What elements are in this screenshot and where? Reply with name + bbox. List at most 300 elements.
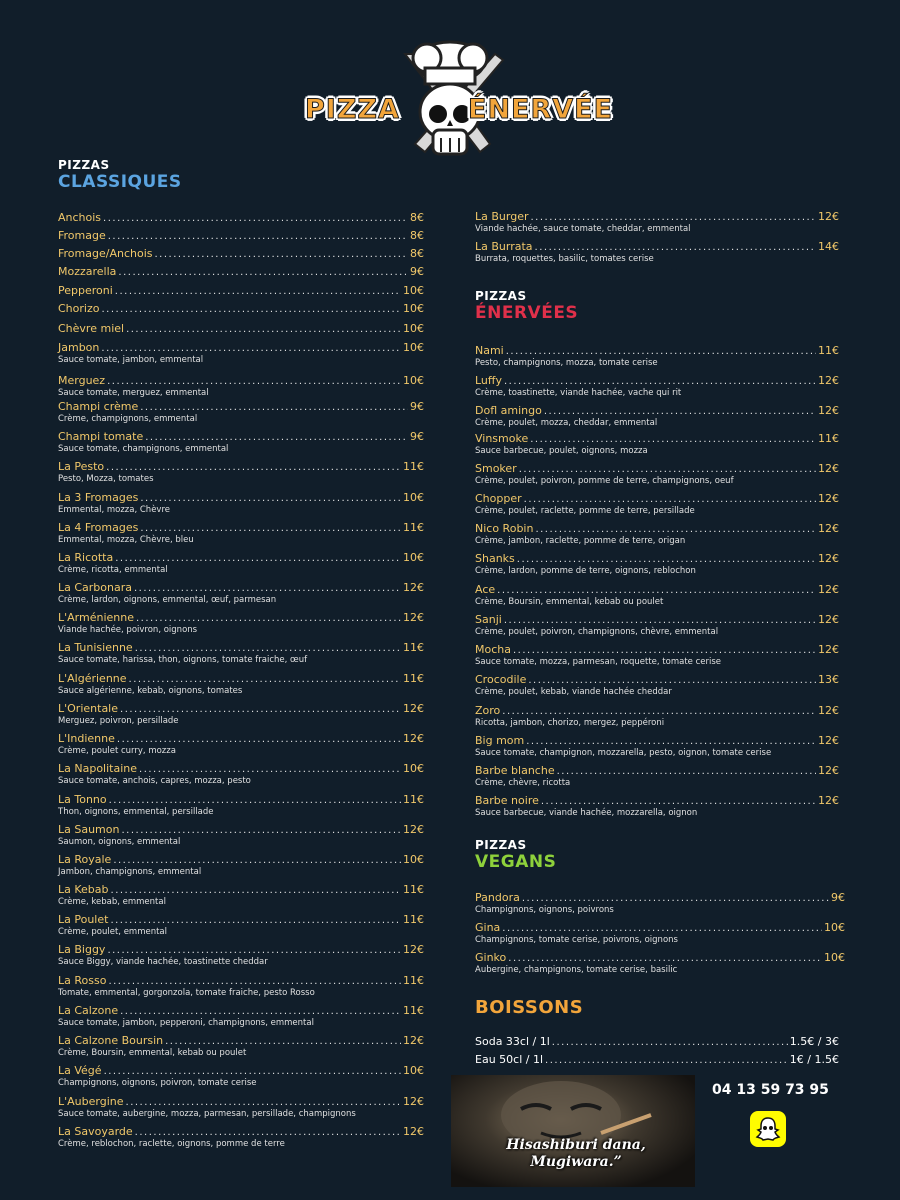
item-price: 12€ bbox=[403, 1125, 424, 1138]
item-description: Crème, Boursin, emmental, kebab ou poulet bbox=[475, 597, 664, 607]
menu-item-dofl-amingo bbox=[475, 404, 839, 428]
item-name: Anchois bbox=[58, 211, 102, 224]
item-price: 9€ bbox=[410, 400, 424, 413]
item-row bbox=[475, 522, 839, 536]
item-description: Saumon, oignons, emmental bbox=[58, 837, 181, 847]
banner-quote: Hisashiburi dana, Mugiwara.” bbox=[506, 1137, 646, 1170]
item-row bbox=[475, 704, 839, 718]
item-price: 12€ bbox=[818, 734, 839, 747]
dot-leader bbox=[140, 522, 401, 535]
item-description: Merguez, poivron, persillade bbox=[58, 716, 179, 726]
item-row bbox=[475, 462, 839, 476]
item-price: 12€ bbox=[403, 581, 424, 594]
menu-item-la-kebab bbox=[58, 883, 424, 907]
item-description: Tomate, emmental, gorgonzola, tomate fraiche, pesto Rosso bbox=[58, 988, 315, 998]
item-name: La Rosso bbox=[58, 974, 107, 987]
item-row bbox=[58, 460, 424, 474]
phone-number[interactable]: 04 13 59 73 95 bbox=[712, 1082, 829, 1098]
item-row bbox=[475, 552, 839, 566]
item-price: 11€ bbox=[403, 883, 424, 896]
item-price: 11€ bbox=[403, 672, 424, 685]
item-description: Sauce tomate, mozza, parmesan, roquette, tomate cerise bbox=[475, 657, 722, 667]
section-header-vegans bbox=[475, 838, 556, 872]
dot-leader bbox=[528, 674, 816, 687]
dot-leader bbox=[513, 644, 816, 657]
section-label: PIZZAS bbox=[475, 838, 527, 852]
item-price: 12€ bbox=[403, 1034, 424, 1047]
menu-item-la-saumon bbox=[58, 823, 424, 847]
item-name: La Burrata bbox=[475, 240, 533, 253]
item-name: Champi tomate bbox=[58, 430, 144, 443]
item-name: Dofl amingo bbox=[475, 404, 542, 417]
item-description: Sauce barbecue, viande hachée, mozzarella, oignon bbox=[475, 808, 698, 818]
item-row bbox=[58, 400, 424, 414]
item-description: Crème, kebab, emmental bbox=[58, 897, 166, 907]
menu-item-big-mom bbox=[475, 734, 839, 758]
section-title: BOISSONS bbox=[475, 997, 584, 1018]
dot-leader bbox=[117, 733, 401, 746]
menu-item-luffy bbox=[475, 374, 839, 398]
item-name: Shanks bbox=[475, 552, 515, 565]
section-label: PIZZAS bbox=[475, 289, 527, 303]
item-description: Emmental, mozza, Chèvre, bleu bbox=[58, 535, 194, 545]
menu-item-la-rosso bbox=[58, 974, 424, 998]
menu-item-la-napolitaine bbox=[58, 762, 424, 786]
dot-leader bbox=[522, 892, 829, 905]
item-row bbox=[58, 1034, 424, 1048]
item-description: Aubergine, champignons, tomate cerise, basilic bbox=[475, 965, 678, 975]
menu-item-anchois bbox=[58, 211, 424, 225]
item-row bbox=[58, 641, 424, 655]
dot-leader bbox=[107, 944, 401, 957]
item-price: 8€ bbox=[410, 229, 424, 242]
item-row bbox=[475, 764, 839, 778]
menu-item-pepperoni bbox=[58, 284, 424, 298]
section-title: CLASSIQUES bbox=[58, 172, 182, 192]
item-name: Nami bbox=[475, 344, 504, 357]
item-name: Merguez bbox=[58, 374, 106, 387]
menu-item-nami bbox=[475, 344, 839, 368]
menu-item-l-aubergine bbox=[58, 1095, 424, 1119]
item-price: 8€ bbox=[410, 211, 424, 224]
dot-leader bbox=[113, 854, 401, 867]
dot-leader bbox=[140, 492, 401, 505]
menu-item-la-savoyarde bbox=[58, 1125, 424, 1149]
dot-leader bbox=[541, 795, 816, 808]
menu-item-l-indienne bbox=[58, 732, 424, 756]
item-row bbox=[475, 1053, 839, 1067]
item-name: La 3 Fromages bbox=[58, 491, 139, 504]
menu-item-ace bbox=[475, 583, 839, 607]
item-row bbox=[475, 891, 845, 905]
menu-item-eau-50cl-1l bbox=[475, 1053, 839, 1067]
item-row bbox=[58, 211, 424, 225]
item-name: La 4 Fromages bbox=[58, 521, 139, 534]
item-name: La Tonno bbox=[58, 793, 107, 806]
item-name: La Calzone bbox=[58, 1004, 119, 1017]
dot-leader bbox=[502, 922, 822, 935]
item-description: Sauce tomate, jambon, emmental bbox=[58, 355, 204, 365]
item-price: 10€ bbox=[403, 853, 424, 866]
item-price: 10€ bbox=[403, 302, 424, 315]
dot-leader bbox=[135, 1126, 401, 1139]
section-header-enervees bbox=[475, 289, 578, 323]
item-price: 11€ bbox=[403, 521, 424, 534]
item-price: 10€ bbox=[403, 374, 424, 387]
item-description: Sauce barbecue, poulet, oignons, mozza bbox=[475, 446, 648, 456]
item-row bbox=[58, 1095, 424, 1109]
item-price: 12€ bbox=[818, 492, 839, 505]
dot-leader bbox=[519, 463, 816, 476]
dot-leader bbox=[108, 975, 401, 988]
item-name: Pepperoni bbox=[58, 284, 113, 297]
item-price: 12€ bbox=[818, 613, 839, 626]
item-row bbox=[58, 611, 424, 625]
item-description: Sauce algérienne, kebab, oignons, tomates bbox=[58, 686, 243, 696]
item-name: Barbe blanche bbox=[475, 764, 555, 777]
item-name: Ace bbox=[475, 583, 496, 596]
item-row bbox=[58, 284, 424, 298]
item-description: Crème, poulet, emmental bbox=[58, 927, 168, 937]
menu-item-ginko bbox=[475, 951, 845, 975]
menu-item-la-ricotta bbox=[58, 551, 424, 575]
item-price: 10€ bbox=[403, 491, 424, 504]
menu-item-sanji bbox=[475, 613, 839, 637]
item-description: Viande hachée, sauce tomate, cheddar, emmental bbox=[475, 224, 691, 234]
item-description: Emmental, mozza, Chèvre bbox=[58, 505, 170, 515]
item-row bbox=[58, 823, 424, 837]
dot-leader bbox=[121, 824, 401, 837]
item-row bbox=[475, 921, 845, 935]
menu-item-la-calzone bbox=[58, 1004, 424, 1028]
dot-leader bbox=[139, 763, 401, 776]
item-description: Champignons, tomate cerise, poivrons, oignons bbox=[475, 935, 678, 945]
item-price: 9€ bbox=[410, 265, 424, 278]
menu-item-la-burrata bbox=[475, 240, 839, 264]
menu-item-pandora bbox=[475, 891, 845, 915]
item-row bbox=[58, 793, 424, 807]
item-price: 12€ bbox=[818, 764, 839, 777]
item-row bbox=[475, 583, 839, 597]
item-description: Pesto, champignons, mozza, tomate cerise bbox=[475, 358, 658, 368]
item-row bbox=[475, 673, 839, 687]
menu-item-la-tonno bbox=[58, 793, 424, 817]
item-row bbox=[475, 492, 839, 506]
dot-leader bbox=[107, 375, 401, 388]
item-row bbox=[58, 853, 424, 867]
item-name: Big mom bbox=[475, 734, 525, 747]
logo bbox=[300, 34, 614, 168]
item-name: L'Indienne bbox=[58, 732, 115, 745]
item-name: La Carbonara bbox=[58, 581, 132, 594]
menu-item-soda-33cl-1l bbox=[475, 1035, 839, 1049]
item-row bbox=[475, 794, 839, 808]
menu-item-champi-tomate bbox=[58, 430, 424, 454]
section-title: VEGANS bbox=[475, 852, 557, 872]
item-row bbox=[475, 432, 839, 446]
item-name: Chopper bbox=[475, 492, 522, 505]
menu-item-l-armenienne bbox=[58, 611, 424, 635]
item-description: Crème, poulet, mozza, cheddar, emmental bbox=[475, 418, 658, 428]
menu-item-la-vege bbox=[58, 1064, 424, 1088]
item-row bbox=[58, 247, 424, 261]
item-price: 1€ / 1.5€ bbox=[789, 1053, 839, 1066]
menu-item-chorizo bbox=[58, 302, 424, 316]
menu-item-la-pesto bbox=[58, 460, 424, 484]
menu-item-chopper bbox=[475, 492, 839, 516]
item-price: 12€ bbox=[818, 404, 839, 417]
item-price: 12€ bbox=[818, 374, 839, 387]
item-name: L'Arménienne bbox=[58, 611, 134, 624]
section-label: PIZZAS bbox=[58, 158, 110, 172]
item-row bbox=[58, 341, 424, 355]
item-row bbox=[58, 943, 424, 957]
item-description: Crème, chèvre, ricotta bbox=[475, 778, 571, 788]
item-description: Sauce tomate, anchois, capres, mozza, pesto bbox=[58, 776, 251, 786]
item-description: Crème, poulet, poivron, champignons, chèvre, emmental bbox=[475, 627, 719, 637]
item-name: Soda 33cl / 1l bbox=[475, 1035, 550, 1048]
dot-leader bbox=[508, 952, 822, 965]
item-name: Fromage bbox=[58, 229, 106, 242]
item-name: Chèvre miel bbox=[58, 322, 125, 335]
item-row bbox=[475, 951, 845, 965]
menu-item-la-carbonara bbox=[58, 581, 424, 605]
dot-leader bbox=[136, 612, 401, 625]
dot-leader bbox=[504, 614, 816, 627]
dot-leader bbox=[110, 914, 401, 927]
menu-item-merguez bbox=[58, 374, 424, 398]
logo-text-right: ÉNERVÉE bbox=[468, 94, 614, 125]
item-row bbox=[58, 1125, 424, 1139]
item-description: Sauce tomate, champignon, mozzarella, pesto, oignon, tomate cerise bbox=[475, 748, 772, 758]
item-price: 10€ bbox=[403, 551, 424, 564]
menu-item-l-orientale bbox=[58, 702, 424, 726]
item-description: Crème, jambon, raclette, pomme de terre, origan bbox=[475, 536, 686, 546]
item-name: Crocodile bbox=[475, 673, 527, 686]
menu-item-mozzarella bbox=[58, 265, 424, 279]
item-description: Thon, oignons, emmental, persillade bbox=[58, 807, 214, 817]
item-price: 12€ bbox=[818, 210, 839, 223]
dot-leader bbox=[120, 1005, 401, 1018]
snapchat-icon[interactable] bbox=[750, 1111, 786, 1147]
item-name: Chorizo bbox=[58, 302, 100, 315]
item-price: 10€ bbox=[403, 341, 424, 354]
dot-leader bbox=[126, 1096, 401, 1109]
item-name: Barbe noire bbox=[475, 794, 539, 807]
dot-leader bbox=[111, 884, 401, 897]
item-name: Jambon bbox=[58, 341, 100, 354]
item-description: Champignons, oignons, poivron, tomate cerise bbox=[58, 1078, 257, 1088]
item-row bbox=[475, 404, 839, 418]
dot-leader bbox=[126, 323, 401, 336]
section-title: ÉNERVÉES bbox=[475, 303, 579, 323]
menu-item-fromage bbox=[58, 229, 424, 243]
dot-leader bbox=[115, 552, 401, 565]
item-name: L'Aubergine bbox=[58, 1095, 124, 1108]
dot-leader bbox=[106, 461, 401, 474]
dot-leader bbox=[108, 230, 408, 243]
item-price: 14€ bbox=[818, 240, 839, 253]
item-price: 10€ bbox=[403, 1064, 424, 1077]
item-name: L'Algérienne bbox=[58, 672, 127, 685]
item-name: Luffy bbox=[475, 374, 502, 387]
item-price: 11€ bbox=[818, 432, 839, 445]
menu-item-barbe-blanche bbox=[475, 764, 839, 788]
menu-item-la-burger bbox=[475, 210, 839, 234]
item-description: Sauce tomate, champignons, emmental bbox=[58, 444, 229, 454]
item-row bbox=[475, 374, 839, 388]
item-price: 11€ bbox=[403, 793, 424, 806]
item-price: 12€ bbox=[818, 522, 839, 535]
item-price: 12€ bbox=[403, 702, 424, 715]
item-description: Crème, lardon, oignons, emmental, œuf, parmesan bbox=[58, 595, 277, 605]
item-description: Crème, lardon, pomme de terre, oignons, reblochon bbox=[475, 566, 696, 576]
item-description: Viande hachée, poivron, oignons bbox=[58, 625, 198, 635]
dot-leader bbox=[165, 1035, 401, 1048]
menu-item-nico-robin bbox=[475, 522, 839, 546]
item-price: 9€ bbox=[831, 891, 845, 904]
item-name: L'Orientale bbox=[58, 702, 119, 715]
menu-item-la-tunisienne bbox=[58, 641, 424, 665]
dot-leader bbox=[552, 1036, 788, 1049]
dot-leader bbox=[531, 211, 817, 224]
item-name: Pandora bbox=[475, 891, 520, 904]
item-price: 11€ bbox=[403, 1004, 424, 1017]
dot-leader bbox=[504, 375, 816, 388]
menu-item-vinsmoke bbox=[475, 432, 839, 456]
dot-leader bbox=[545, 1054, 788, 1067]
menu-item-fromage-anchois bbox=[58, 247, 424, 261]
item-name: Mocha bbox=[475, 643, 511, 656]
item-description: Crème, champignons, emmental bbox=[58, 414, 198, 424]
item-price: 11€ bbox=[403, 460, 424, 473]
item-description: Crème, poulet, raclette, pomme de terre, persillade bbox=[475, 506, 695, 516]
dot-leader bbox=[530, 433, 816, 446]
item-description: Ricotta, jambon, chorizo, mergez, peppéroni bbox=[475, 718, 665, 728]
item-description: Crème, ricotta, emmental bbox=[58, 565, 168, 575]
item-description: Champignons, oignons, poivrons bbox=[475, 905, 614, 915]
item-row bbox=[58, 702, 424, 716]
item-description: Crème, poulet, poivron, pomme de terre, champignons, oeuf bbox=[475, 476, 734, 486]
dot-leader bbox=[103, 212, 408, 225]
item-row bbox=[58, 265, 424, 279]
menu-item-mocha bbox=[475, 643, 839, 667]
item-row bbox=[58, 551, 424, 565]
item-price: 12€ bbox=[818, 462, 839, 475]
dot-leader bbox=[129, 673, 401, 686]
item-name: Vinsmoke bbox=[475, 432, 529, 445]
dot-leader bbox=[502, 705, 816, 718]
dot-leader bbox=[135, 642, 401, 655]
menu-item-la-biggy bbox=[58, 943, 424, 967]
item-price: 12€ bbox=[403, 732, 424, 745]
menu-item-champi-creme bbox=[58, 400, 424, 424]
item-description: Burrata, roquettes, basilic, tomates cerise bbox=[475, 254, 654, 264]
menu-item-chevre-miel bbox=[58, 322, 424, 336]
item-name: La Végé bbox=[58, 1064, 102, 1077]
menu-item-la-4-fromages bbox=[58, 521, 424, 545]
item-description: Crème, poulet, kebab, viande hachée cheddar bbox=[475, 687, 672, 697]
dot-leader bbox=[115, 285, 401, 298]
item-price: 12€ bbox=[818, 794, 839, 807]
dot-leader bbox=[140, 401, 408, 414]
section-header-boissons bbox=[475, 998, 583, 1018]
item-price: 1.5€ / 3€ bbox=[789, 1035, 839, 1048]
menu-item-la-calzone-boursin bbox=[58, 1034, 424, 1058]
item-price: 12€ bbox=[403, 1095, 424, 1108]
menu-item-la-3-fromages bbox=[58, 491, 424, 515]
item-row bbox=[58, 974, 424, 988]
logo-text-left: PIZZA bbox=[305, 94, 400, 125]
item-price: 11€ bbox=[403, 913, 424, 926]
menu-item-la-royale bbox=[58, 853, 424, 877]
item-name: Mozzarella bbox=[58, 265, 117, 278]
dot-leader bbox=[118, 266, 408, 279]
dot-leader bbox=[120, 703, 401, 716]
menu-item-shanks bbox=[475, 552, 839, 576]
item-price: 12€ bbox=[818, 552, 839, 565]
item-row bbox=[475, 643, 839, 657]
item-price: 9€ bbox=[410, 430, 424, 443]
dot-leader bbox=[506, 345, 816, 358]
item-name: La Burger bbox=[475, 210, 529, 223]
item-name: Smoker bbox=[475, 462, 517, 475]
dot-leader bbox=[145, 431, 408, 444]
item-price: 12€ bbox=[818, 704, 839, 717]
item-price: 8€ bbox=[410, 247, 424, 260]
dot-leader bbox=[524, 493, 816, 506]
item-price: 12€ bbox=[403, 823, 424, 836]
item-name: La Tunisienne bbox=[58, 641, 133, 654]
item-description: Pesto, Mozza, tomates bbox=[58, 474, 154, 484]
item-name: Zoro bbox=[475, 704, 501, 717]
item-name: Ginko bbox=[475, 951, 507, 964]
item-name: La Calzone Boursin bbox=[58, 1034, 164, 1047]
item-name: La Poulet bbox=[58, 913, 109, 926]
item-name: La Savoyarde bbox=[58, 1125, 133, 1138]
dot-leader bbox=[134, 582, 401, 595]
item-description: Crème, toastinette, viande hachée, vache qui rit bbox=[475, 388, 682, 398]
item-price: 13€ bbox=[818, 673, 839, 686]
item-row bbox=[58, 581, 424, 595]
dot-leader bbox=[104, 1065, 401, 1078]
item-price: 11€ bbox=[403, 641, 424, 654]
item-name: Gina bbox=[475, 921, 501, 934]
dot-leader bbox=[109, 794, 401, 807]
item-description: Crème, reblochon, raclette, oignons, pomme de terre bbox=[58, 1139, 285, 1149]
dot-leader bbox=[557, 765, 816, 778]
item-row bbox=[475, 210, 839, 224]
menu-item-barbe-noire bbox=[475, 794, 839, 818]
dot-leader bbox=[497, 584, 816, 597]
dot-leader bbox=[526, 735, 816, 748]
item-name: Nico Robin bbox=[475, 522, 534, 535]
item-name: La Napolitaine bbox=[58, 762, 138, 775]
item-row bbox=[58, 229, 424, 243]
item-row bbox=[475, 613, 839, 627]
item-description: Sauce Biggy, viande hachée, toastinette cheddar bbox=[58, 957, 268, 967]
dot-leader bbox=[535, 523, 816, 536]
item-name: La Ricotta bbox=[58, 551, 114, 564]
item-row bbox=[475, 240, 839, 254]
item-row bbox=[58, 1004, 424, 1018]
item-description: Sauce tomate, aubergine, mozza, parmesan, persillade, champignons bbox=[58, 1109, 356, 1119]
item-row bbox=[475, 1035, 839, 1049]
item-price: 10€ bbox=[403, 322, 424, 335]
dot-leader bbox=[517, 553, 816, 566]
item-description: Sauce tomate, jambon, pepperoni, champignons, emmental bbox=[58, 1018, 314, 1028]
item-row bbox=[58, 883, 424, 897]
